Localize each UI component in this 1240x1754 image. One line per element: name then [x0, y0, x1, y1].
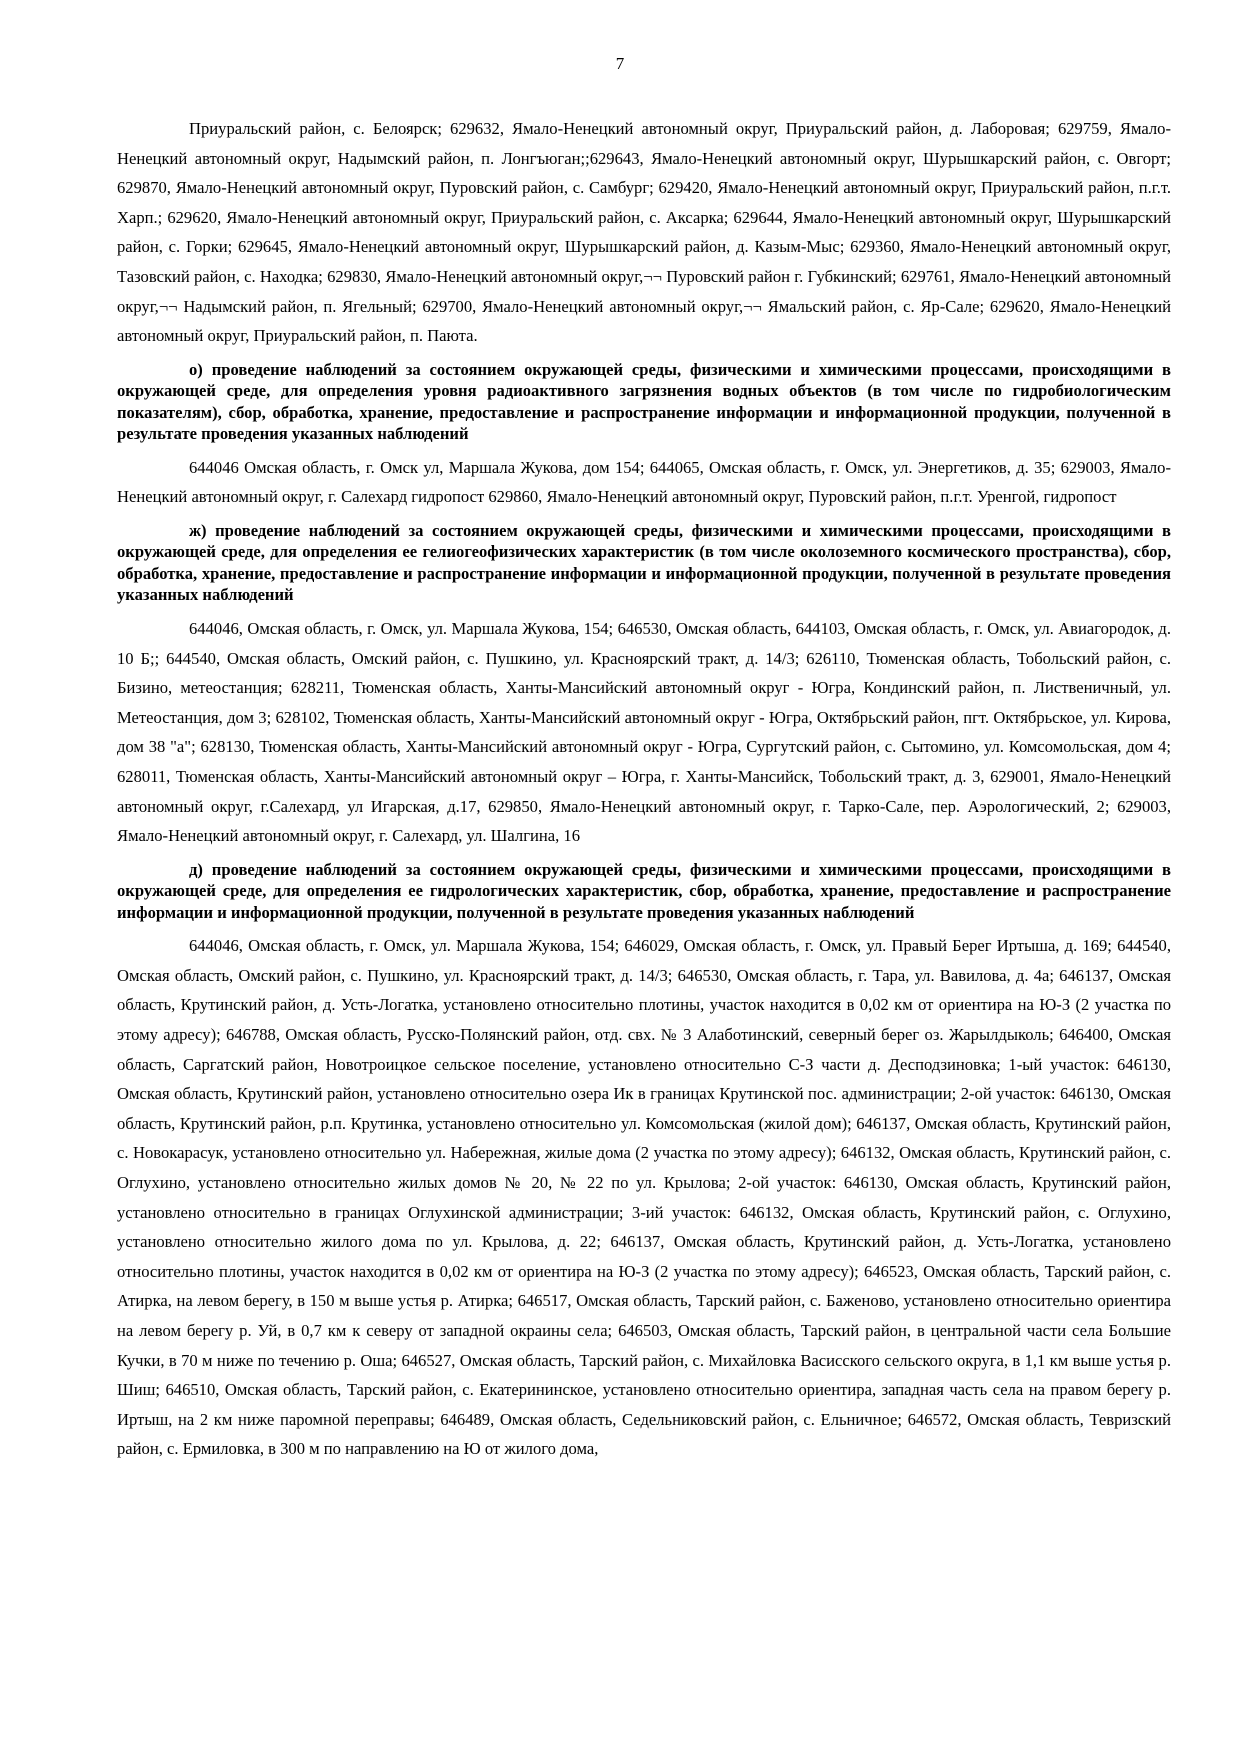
page-content	[117, 114, 1171, 1464]
address-paragraph-radioactive-water: 644046 Омская область, г. Омск ул, Маршала Жукова, дом 154; 644065, Омская область, г. Омск, ул. Энергетиков, д. 35; 629003, Ямало-Ненецкий автономный округ, г. Салехард гидропост 629860, Ямало-Ненецкий автономный округ, Пуровский район, п.г.т. Уренгой, гидропост	[117, 457, 1171, 507]
address-paragraph-hydrological: 644046, Омская область, г. Омск, ул. Маршала Жукова, 154; 646029, Омская область, г. Омск, ул. Правый Берег Иртыша, д. 169; 644540, Омская область, Омский район, с. Пушкино, ул. Красноярский тракт, д. 14/3; 646530, Омская область, г. Тара, ул. Вавилова, д. 4а; 646137, Омская область, Крутинский район, д. Усть-Логатка, установлено относительно плотины, участок находится в 0,02 км от ориентира на Ю-З (2 участка по этому адресу); 646788, Омская область, Русско-Полянский район, отд. свх. № 3 Алаботинский, северный берег оз. Жарылдыколь; 646400, Омская область, Саргатский район, Новотроицкое сельское поселение, установлено относительно С-З части д. Десподзиновка; 1-ый участок: 646130, Омская область, Крутинский район, установлено относительно озера Ик в границах Крутинской пос. администрации; 2-ой участок: 646130, Омская область, Крутинский район, р.п. Крутинка, установлено относительно ул. Комсомольская (жилой дом); 646137, Омская область, Крутинский район, с. Новокарасук, установлено относительно ул. Набережная, жилые дома (2 участка по этому адресу); 646132, Омская область, Крутинский район, с. Оглухино, установлено относительно жилых домов № 20, № 22 по ул. Крылова; 2-ой участок: 646130, Омская область, Крутинский район, установлено относительно в границах Оглухинской администрации; 3-ий участок: 646132, Омская область, Крутинский район, с. Оглухино, установлено относительно жилого дома по ул. Крылова, д. 22; 646137, Омская область, Крутинский район, д. Усть-Логатка, установлено относительно плотины, участок находится в 0,02 км от ориентира на Ю-З (2 участка по этому адресу); 646523, Омская область, Тарский район, с. Атирка, на левом берегу, в 150 м выше устья р. Атирка; 646517, Омская область, Тарский район, с. Баженово, установлено относительно ориентира на левом берегу р. Уй, в 0,7 км к северу от западной окраины села; 646503, Омская область, Тарский район, в центральной части села Большие Кучки, в 70 м ниже по течению р. Оша; 646527, Омская область, Тарский район, с. Михайловка Васисского сельского округа, в 1,1 км выше устья р. Шиш; 646510, Омская область, Тарский район, с. Екатерининское, установлено относительно ориентира, западная часть села на правом берегу р. Иртыш, на 2 км ниже паромной переправы; 646489, Омская область, Седельниковский район, с. Ельничное; 646572, Омская область, Тевризский район, с. Ермиловка, в 300 м по направлению на Ю от жилого дома,	[117, 936, 1171, 1459]
section-heading-o-radioactive-water: о) проведение наблюдений за состоянием окружающей среды, физическими и химическими процессами, происходящими в окружающей среде, для определения уровня радиоактивного загрязнения водных объектов (в том числе по гидробиологическим показателям), сбор, обработка, хранение, предоставление и распространение информации и информационной продукции, полученной в результате проведения указанных наблюдений	[117, 359, 1171, 444]
page-number: 7	[615, 54, 625, 73]
address-paragraph-heliogeophysical: 644046, Омская область, г. Омск, ул. Маршала Жукова, 154; 646530, Омская область, 644103, Омская область, г. Омск, ул. Авиагородок, д. 10 Б;; 644540, Омская область, Омский район, с. Пушкино, ул. Красноярский тракт, д. 14/3; 626110, Тюменская область, Тобольский район, с. Бизино, метеостанция; 628211, Тюменская область, Ханты-Мансийский автономный округ - Югра, Кондинский район, п. Лиственичный, ул. Метеостанция, дом 3; 628102, Тюменская область, Ханты-Мансийский автономный округ - Югра, Октябрьский район, пгт. Октябрьское, ул. Кирова, дом 38 "а"; 628130, Тюменская область, Ханты-Мансийский автономный округ - Югра, Сургутский район, с. Сытомино, ул. Комсомольская, дом 4; 628011, Тюменская область, Ханты-Мансийский автономный округ – Югра, г. Ханты-Мансийск, Тобольский тракт, д. 3, 629001, Ямало-Ненецкий автономный округ, г.Салехард, ул Игарская, д.17, 629850, Ямало-Ненецкий автономный округ, г. Тарко-Сале, пер. Аэрологический, 2; 629003, Ямало-Ненецкий автономный округ, г. Салехард, ул. Шалгина, 16	[117, 618, 1171, 846]
section-heading-zh-heliogeophysical: ж) проведение наблюдений за состоянием окружающей среды, физическими и химическими процессами, происходящими в окружающей среде, для определения ее гелиогеофизических характеристик (в том числе околоземного космического пространства), сбор, обработка, хранение, предоставление и распространение информации и информационной продукции, полученной в результате проведения указанных наблюдений	[117, 520, 1171, 605]
section-heading-d-hydrological: д) проведение наблюдений за состоянием окружающей среды, физическими и химическими процессами, происходящими в окружающей среде, для определения ее гидрологических характеристик, сбор, обработка, хранение, предоставление и распространение информации и информационной продукции, полученной в результате проведения указанных наблюдений	[117, 859, 1171, 922]
address-paragraph-continued: Приуральский район, с. Белоярск; 629632, Ямало-Ненецкий автономный округ, Приуральский район, д. Лаборовая; 629759, Ямало-Ненецкий автономный округ, Надымский район, п. Лонгъюган;;629643, Ямало-Ненецкий автономный округ, Шурышкарский район, с. Овгорт; 629870, Ямало-Ненецкий автономный округ, Пуровский район, с. Самбург; 629420, Ямало-Ненецкий автономный округ, Приуральский район, п.г.т. Харп.; 629620, Ямало-Ненецкий автономный округ, Приуральский район, с. Аксарка; 629644, Ямало-Ненецкий автономный округ, Шурышкарский район, с. Горки; 629645, Ямало-Ненецкий автономный округ, Шурышкарский район, д. Казым-Мыс; 629360, Ямало-Ненецкий автономный округ, Тазовский район, с. Находка; 629830, Ямало-Ненецкий автономный округ,¬¬ Пуровский район г. Губкинский; 629761, Ямало-Ненецкий автономный округ,¬¬ Надымский район, п. Ягельный; 629700, Ямало-Ненецкий автономный округ,¬¬ Ямальский район, с. Яр-Сале; 629620, Ямало-Ненецкий автономный округ, Приуральский район, п. Паюта.	[117, 119, 1171, 346]
